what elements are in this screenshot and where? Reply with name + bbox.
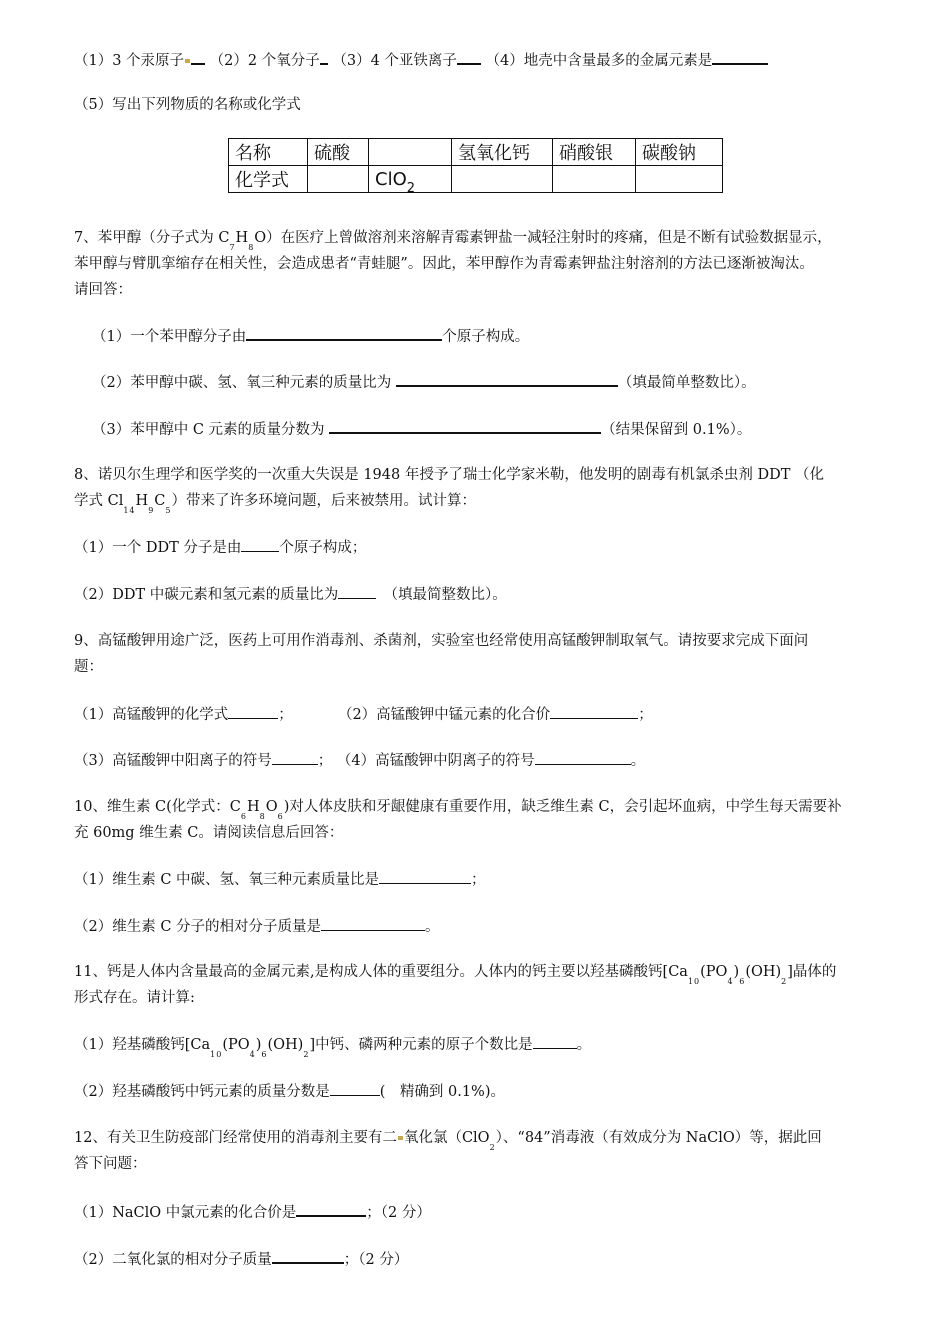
q9-s3-blank[interactable] — [272, 750, 318, 765]
text: 7、苯甲醇（分子式为 C — [74, 230, 230, 246]
table-cell: 硝酸银 — [553, 139, 636, 166]
q9-intro-line2: 题： — [74, 659, 103, 675]
text: （1）羟基磷酸钙[Ca — [74, 1037, 211, 1053]
formula-sub: 2 — [406, 180, 416, 196]
text: 10、维生素 C(化学式：C — [74, 799, 241, 815]
text: ( 精确到 0.1%)。 — [379, 1084, 505, 1100]
q10-s2 — [74, 916, 440, 937]
text: （4）高锰酸钾中阴离子的符号 — [336, 753, 535, 769]
text: （2）苯甲醇中碳、氢、氧三种元素的质量比为 — [92, 375, 392, 391]
formula-clo: ClO — [375, 168, 407, 190]
q6-p1-blank[interactable] — [191, 49, 205, 65]
q11-s1 — [74, 1034, 591, 1057]
text: (OH) — [745, 964, 782, 980]
table-cell: 碳酸钠 — [636, 139, 723, 166]
q7-s1-blank[interactable] — [246, 325, 442, 341]
text: ； — [317, 753, 333, 769]
text: 个原子构成。 — [442, 329, 530, 345]
q7-s3-blank[interactable] — [329, 418, 601, 434]
text: （2）维生素 C 分子的相对分子质量是 — [74, 919, 322, 935]
q7-intro-line1 — [74, 228, 832, 250]
text: （1）NaClO 中氯元素的化合价是 — [74, 1205, 297, 1221]
table-cell[interactable] — [308, 166, 369, 193]
q6-parts-line — [74, 49, 768, 71]
sub: 9 — [148, 506, 155, 515]
q7-s2 — [92, 371, 756, 393]
q10-s1-blank[interactable] — [379, 869, 471, 884]
text: ；（2 分） — [366, 1205, 431, 1221]
table-cell[interactable] — [553, 166, 636, 193]
q10-s1 — [74, 869, 486, 890]
text: H — [235, 230, 249, 246]
q12-s1-blank[interactable] — [296, 1201, 366, 1217]
text: （2）高锰酸钾中锰元素的化合价 — [337, 707, 551, 723]
text: （填最简单整数比）。 — [617, 375, 756, 391]
sub: 6 — [277, 812, 284, 821]
text: （填最简整数比）。 — [390, 587, 507, 603]
table-cell: 氢氧化钙 — [452, 139, 553, 166]
text: （1）一个苯甲醇分子由 — [92, 329, 247, 345]
q8-intro-line2 — [74, 491, 476, 513]
q6-p2-blank[interactable] — [320, 49, 328, 65]
q9-intro-line1: 9、高锰酸钾用途广泛，医药上可用作消毒剂、杀菌剂，实验室也经常使用高锰酸钾制取氧气。请按要求完成下面问 — [74, 633, 809, 649]
q12-s2 — [74, 1248, 408, 1270]
q9-s34 — [74, 750, 645, 771]
text: 。 — [425, 919, 440, 935]
sub: 2 — [303, 1050, 310, 1059]
text: (PO — [222, 1037, 250, 1053]
text: 11、钙是人体内含量最高的金属元素,是构成人体的重要组分。人体内的钙主要以羟基磷酸钙[Ca — [74, 964, 688, 980]
text: （2）羟基磷酸钙中钙元素的质量分数是 — [74, 1084, 330, 1100]
text: ； — [471, 872, 486, 888]
q12-s1 — [74, 1201, 431, 1223]
text: ； — [278, 707, 293, 723]
q6-p4: （4）地壳中含量最多的金属元素是 — [485, 53, 713, 69]
q7-intro-line2: 苯甲醇与臂肌挛缩存在相关性，会造成患者“青蛙腿”。因此，苯甲醇作为青霉素钾盐注射溶剂的方法已逐渐被淘汰。 — [74, 256, 814, 272]
table-cell[interactable] — [452, 166, 553, 193]
text: 12、有关卫生防疫部门经常使用的消毒剂主要有二 — [74, 1130, 397, 1146]
q8-s1 — [74, 537, 366, 558]
q12-intro-line2: 答下问题： — [74, 1156, 147, 1172]
q10-intro-line1 — [74, 797, 842, 819]
sub: 14 — [123, 506, 136, 515]
q11-s2-blank[interactable] — [330, 1081, 380, 1096]
text: 学式 Cl — [74, 493, 124, 509]
text: 。 — [576, 1037, 592, 1053]
q6-p2: （2）2 个氧分子 — [209, 53, 320, 69]
sub: 6 — [739, 977, 746, 986]
q8-s1-blank[interactable] — [241, 537, 279, 552]
q9-s12 — [74, 704, 653, 725]
sub: 2 — [489, 1143, 496, 1152]
q9-s4-blank[interactable] — [535, 750, 631, 765]
text: (PO — [700, 964, 728, 980]
text: 氧化氯（ClO — [403, 1130, 490, 1146]
table-row-name — [229, 139, 723, 166]
text: （3）高锰酸钾中阳离子的符号 — [74, 753, 272, 769]
q6-p1: （1）3 个汞原子 — [74, 53, 185, 69]
q6-p4-blank[interactable] — [712, 49, 768, 65]
table-cell-clo2 — [369, 166, 452, 196]
sub: 6 — [240, 812, 247, 821]
text: ）带来了许多环境问题，后来被禁用。试计算： — [171, 493, 476, 509]
text: H — [135, 493, 149, 509]
text: （2）二氧化氯的相对分子质量 — [74, 1252, 272, 1268]
q7-intro-line3: 请回答： — [74, 282, 132, 298]
sub: 10 — [687, 977, 701, 986]
text: O）在医疗上曾做溶剂来溶解青霉素钾盐一减轻注射时的疼痛，但是不断有试验数据显示， — [254, 230, 832, 246]
text: （2）DDT 中碳元素和氢元素的质量比为 — [74, 587, 339, 603]
sub: 5 — [165, 506, 172, 515]
sub: 4 — [249, 1050, 256, 1059]
table-cell[interactable] — [369, 139, 452, 166]
mark-icon — [185, 59, 190, 63]
q8-s2 — [74, 584, 507, 605]
text: 。 — [630, 753, 646, 769]
table-cell[interactable] — [636, 166, 723, 193]
table-cell: 硫酸 — [308, 139, 369, 166]
sub: 8 — [259, 812, 266, 821]
text: ]中钙、磷两种元素的原子个数比是 — [309, 1037, 533, 1053]
q10-intro-line2: 充 60mg 维生素 C。请阅读信息后回答： — [74, 825, 344, 841]
q6-p3-blank[interactable] — [457, 49, 481, 65]
text: ）、“84”消毒液（有效成分为 NaClO）等，据此回 — [495, 1130, 822, 1146]
q9-s1-blank[interactable] — [228, 704, 278, 719]
table-row-formula — [229, 166, 723, 193]
q8-s2-blank[interactable] — [338, 584, 376, 599]
text: (OH) — [267, 1037, 304, 1053]
text: ；（2 分） — [343, 1252, 409, 1268]
q11-intro-line1 — [74, 962, 836, 984]
text: （1）一个 DDT 分子是由 — [74, 540, 242, 556]
text: （结果保留到 0.1%）。 — [601, 422, 752, 438]
q12-s2-blank[interactable] — [272, 1248, 344, 1264]
text: ) — [733, 964, 740, 980]
sub: 2 — [781, 977, 788, 986]
text: )对人体皮肤和牙龈健康有重要作用，缺乏维生素 C，会引起坏血病，中学生每天需要补 — [283, 799, 842, 815]
sub: 4 — [727, 977, 734, 986]
q6-p3: （3）4 个亚铁离子 — [332, 53, 457, 69]
q10-s2-blank[interactable] — [321, 916, 425, 931]
sub: 10 — [210, 1050, 223, 1059]
sub: 8 — [248, 243, 255, 252]
q7-s3 — [92, 418, 751, 440]
text: O — [265, 799, 278, 815]
text: （1）维生素 C 中碳、氢、氧三种元素质量比是 — [74, 872, 380, 888]
text: （3）苯甲醇中 C 元素的质量分数为 — [92, 422, 325, 438]
q9-s2-blank[interactable] — [550, 704, 638, 719]
text: （1）高锰酸钾的化学式 — [74, 707, 229, 723]
text: C — [154, 493, 166, 509]
text: ； — [638, 707, 653, 723]
table-cell: 化学式 — [229, 166, 308, 193]
text: 个原子构成； — [279, 540, 367, 556]
q8-intro-line1: 8、诺贝尔生理学和医学奖的一次重大失误是 1948 年授予了瑞士化学家米勒，他发明的剧毒有机氯杀虫剂 DDT （化 — [74, 467, 824, 483]
substance-table — [228, 138, 723, 196]
q7-s2-blank[interactable] — [396, 371, 618, 387]
q11-intro-line2: 形式存在。请计算: — [74, 990, 195, 1006]
q12-intro-line1 — [74, 1128, 822, 1150]
sub: 6 — [261, 1050, 268, 1059]
text: H — [247, 799, 260, 815]
mark-icon — [398, 1136, 403, 1140]
q11-s2 — [74, 1081, 505, 1102]
q6-p5: （5）写出下列物质的名称或化学式 — [74, 97, 301, 113]
table-cell: 名称 — [229, 139, 308, 166]
sub: 7 — [229, 243, 236, 252]
q7-s1 — [92, 325, 529, 347]
text: ) — [255, 1037, 262, 1053]
q11-s1-blank[interactable] — [533, 1034, 577, 1049]
text: ]晶体的 — [787, 964, 837, 980]
